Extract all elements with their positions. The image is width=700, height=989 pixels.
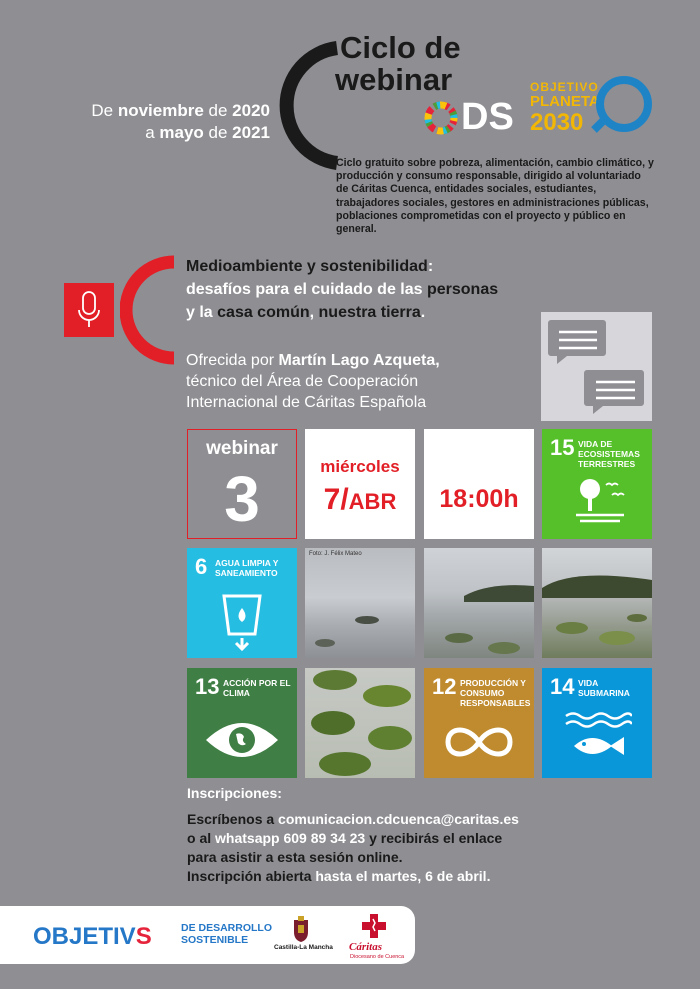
chat-graphic xyxy=(541,312,652,421)
registration-text: para asistir a esta sesión online. xyxy=(187,849,403,865)
cycle-description: Ciclo gratuito sobre pobreza, alimentación, cambio climático, y producción y consumo responsable, dirigido al voluntariado de Cáritas Cuenca, entidades sociales, estudiantes, trabajadores sociales, gestores en administraciones públicas, poblaciones comprometidas con el proyecto y público en general. xyxy=(336,157,654,236)
coast-photo-3 xyxy=(542,548,652,658)
talk-title-text: Medioambiente y sostenibilidad xyxy=(186,258,428,275)
session-time: 18:00h xyxy=(439,485,519,513)
caritas-logo-text: Cáritas xyxy=(349,941,383,953)
sdg-13-number: 13 xyxy=(195,674,220,699)
title-line-2: webinar xyxy=(335,62,453,97)
sdg-14-number: 14 xyxy=(550,674,575,699)
webinar-number-tile xyxy=(187,429,297,539)
title-line-1: Ciclo de xyxy=(340,30,461,65)
ods-footer-logo xyxy=(33,923,152,951)
registration-heading: Inscripciones: xyxy=(187,785,282,801)
microphone-badge xyxy=(64,283,114,337)
speaker-org: Internacional de Cáritas Española xyxy=(186,394,427,411)
registration-text: y recibirás el enlace xyxy=(365,830,503,846)
talk-title-text: casa común xyxy=(217,304,310,321)
webinar-label: webinar xyxy=(206,438,278,459)
date-text: a xyxy=(145,123,160,142)
speaker-info xyxy=(186,350,526,413)
registration-text: Escríbenos a xyxy=(187,811,279,827)
month-abbr: ABR xyxy=(348,489,397,514)
talk-title-accent: , xyxy=(309,304,319,321)
speaker-name: Martín Lago Azqueta, xyxy=(278,352,440,369)
big-arc-graphic xyxy=(255,38,345,173)
talk-title-accent: : xyxy=(427,258,434,275)
registration-email[interactable]: comunicacion.cdcuenca@caritas.es xyxy=(278,811,519,827)
speaker-role: técnico del Área de Cooperación xyxy=(186,373,419,390)
talk-title xyxy=(186,255,546,324)
talk-title-accent: y la xyxy=(186,304,218,321)
sdg-6-label: AGUA LIMPIA Y SANEAMIENTO xyxy=(215,558,279,578)
sdg-15-tile xyxy=(542,429,652,539)
sdg-14-tile xyxy=(542,668,652,778)
sdg-13-tile xyxy=(187,668,297,778)
talk-title-accent: desafíos para el cuidado de las xyxy=(186,281,427,298)
moss-rocks-image xyxy=(305,668,415,778)
ods-footer-subtitle xyxy=(181,922,272,946)
sdg-15-label: VIDA DE ECOSISTEMAS TERRESTRES xyxy=(578,439,640,469)
date-month: noviembre xyxy=(117,101,204,120)
day-month xyxy=(305,483,415,517)
talk-title-text: nuestra tierra xyxy=(318,304,421,321)
planeta-ring-icon xyxy=(588,70,654,136)
water-glass-icon xyxy=(220,592,264,652)
weekday: miércoles xyxy=(320,457,400,476)
registration-whatsapp[interactable]: whatsapp 609 89 34 23 xyxy=(215,830,366,846)
planeta-label: PLANETA xyxy=(530,93,600,110)
sdg-13-label: ACCIÓN POR EL CLIMA xyxy=(223,678,291,698)
moss-rocks-photo xyxy=(305,668,415,778)
eye-globe-icon xyxy=(202,718,282,762)
sdg-12-tile xyxy=(424,668,534,778)
clm-logo-text: Castilla-La Mancha xyxy=(274,944,333,951)
infinity-icon xyxy=(442,722,516,762)
cliff-coast-image xyxy=(424,548,534,658)
date-tile xyxy=(305,429,415,539)
ods-logo-text: DS xyxy=(461,96,514,138)
registration-text: Inscripción abierta xyxy=(187,868,312,884)
year-2030-label: 2030 xyxy=(530,109,584,136)
date-range xyxy=(40,100,270,144)
ods-footer-sub-line: SOSTENIBLE xyxy=(181,934,249,946)
chat-bubbles-icon xyxy=(541,312,652,421)
date-text: De xyxy=(91,101,118,120)
ods-footer-text: S xyxy=(135,923,152,950)
coast-photo-1 xyxy=(305,548,415,658)
registration-deadline: hasta el martes, 6 de abril. xyxy=(311,868,491,884)
sdg-6-tile xyxy=(187,548,297,658)
date-separator: / xyxy=(340,483,349,516)
photo-credit: Foto: J. Félix Mateo xyxy=(309,551,362,557)
day-number: 7 xyxy=(323,483,341,516)
date-month: mayo xyxy=(159,123,204,142)
date-text: de xyxy=(203,123,233,142)
registration-info xyxy=(187,810,627,886)
sdg-12-label: PRODUCCIÓN Y CONSUMO RESPONSABLES xyxy=(460,678,531,708)
registration-text: o al xyxy=(187,830,216,846)
time-tile xyxy=(424,429,534,539)
sdg-wheel-icon xyxy=(424,101,458,135)
tree-birds-icon xyxy=(572,477,628,525)
coast-photo-2 xyxy=(424,548,534,658)
caritas-diocese-text: Diocesano de Cuenca xyxy=(350,954,405,960)
speaker-prefix: Ofrecida por xyxy=(186,352,279,369)
date-year: 2021 xyxy=(232,123,270,142)
sdg-15-number: 15 xyxy=(550,435,575,460)
date-text: de xyxy=(203,101,233,120)
date-year: 2020 xyxy=(232,101,270,120)
sdg-12-number: 12 xyxy=(432,674,457,699)
footer-logos xyxy=(0,906,415,964)
caritas-cross-icon xyxy=(361,913,387,939)
talk-title-accent: . xyxy=(420,304,426,321)
wave-fish-icon xyxy=(562,710,632,766)
sea-rocks-image xyxy=(305,548,415,658)
sdg-6-number: 6 xyxy=(195,554,208,579)
talk-title-text: personas xyxy=(426,281,499,298)
clm-coat-of-arms-icon xyxy=(292,916,310,942)
ods-footer-sub-line: DE DESARROLLO xyxy=(181,922,273,934)
mossy-rocks-image xyxy=(542,548,652,658)
webinar-number: 3 xyxy=(224,463,260,535)
sdg-14-label: VIDA SUBMARINA xyxy=(578,678,630,698)
microphone-icon xyxy=(64,283,114,337)
objetivo-label: OBJETIVO xyxy=(530,80,599,94)
red-arc-graphic xyxy=(120,254,180,366)
ods-footer-text: OBJETIV xyxy=(33,923,136,950)
